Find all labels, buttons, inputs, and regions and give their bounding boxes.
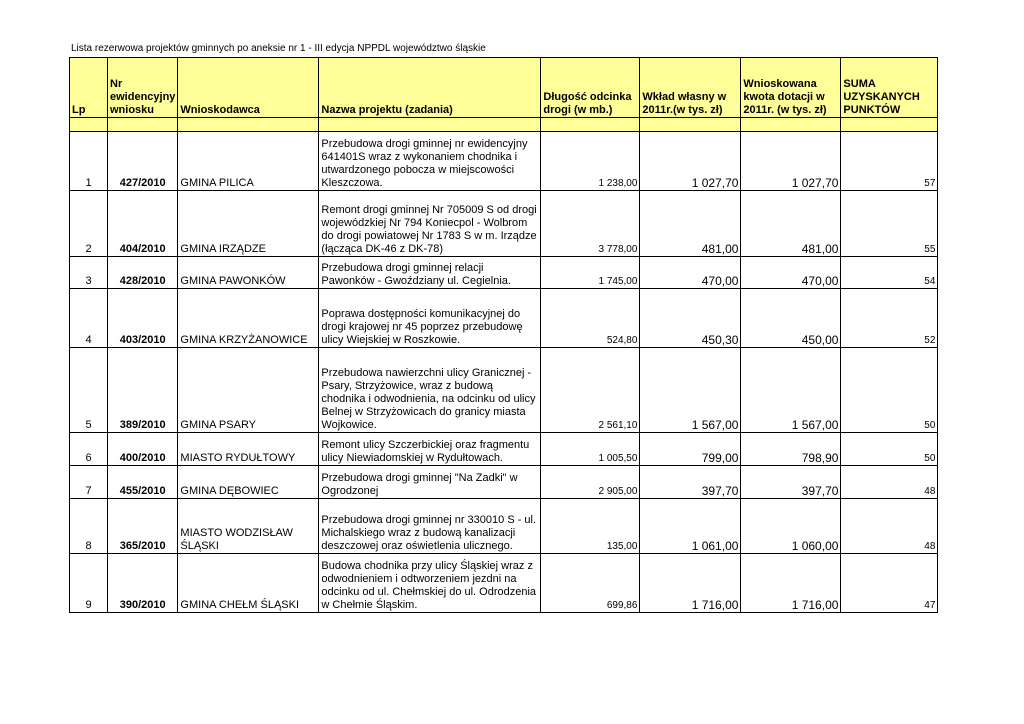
- row-length: 1 005,50: [541, 433, 640, 466]
- row-requested: 798,90: [741, 433, 841, 466]
- row-lp: 6: [70, 433, 108, 466]
- row-lp: 5: [70, 348, 108, 433]
- document-title: Lista rezerwowa projektów gminnych po aneksie nr 1 - III edycja NPPDL województwo śląskie: [71, 43, 486, 54]
- row-nr: 403/2010: [108, 289, 178, 348]
- row-length: 3 778,00: [541, 191, 640, 257]
- row-requested: 1 027,70: [741, 132, 841, 191]
- row-applicant: GMINA PILICA: [178, 132, 319, 191]
- spacer-cell: [70, 118, 108, 132]
- row-requested: 1 060,00: [741, 499, 841, 554]
- row-nr: 390/2010: [108, 554, 178, 613]
- row-lp: 2: [70, 191, 108, 257]
- row-nr: 455/2010: [108, 466, 178, 499]
- row-own: 1 027,70: [640, 132, 741, 191]
- row-applicant: GMINA DĘBOWIEC: [178, 466, 319, 499]
- row-applicant: MIASTO WODZISŁAW ŚLĄSKI: [178, 499, 319, 554]
- row-nr: 400/2010: [108, 433, 178, 466]
- row-length: 2 561,10: [541, 348, 640, 433]
- row-project: Przebudowa drogi gminnej nr ewidencyjny 641401S wraz z wykonaniem chodnika i utwardzonego pobocza w miejscowości Kleszczowa.: [319, 132, 541, 191]
- table-row: [70, 433, 938, 466]
- row-own: 397,70: [640, 466, 741, 499]
- row-project: Remont drogi gminnej Nr 705009 S od drogi wojewódzkiej Nr 794 Koniecpol - Wolbrom do drogi powiatowej Nr 1783 S w m. Irządze (łącząca DK-46 z DK-78): [319, 191, 541, 257]
- row-own: 1 567,00: [640, 348, 741, 433]
- header-spacer-row: [70, 118, 938, 132]
- row-own: 1 716,00: [640, 554, 741, 613]
- row-project: Poprawa dostępności komunikacyjnej do drogi krajowej nr 45 poprzez przebudowę ulicy Wiejskiej w Roszkowie.: [319, 289, 541, 348]
- spacer-cell: [319, 118, 541, 132]
- row-own: 1 061,00: [640, 499, 741, 554]
- row-points: 55: [841, 191, 938, 257]
- table-row: [70, 257, 938, 289]
- row-length: 1 238,00: [541, 132, 640, 191]
- row-points: 50: [841, 433, 938, 466]
- row-project: Przebudowa drogi gminnej nr 330010 S - ul. Michalskiego wraz z budową kanalizacji deszczowej oraz oświetlenia ulicznego.: [319, 499, 541, 554]
- row-applicant: GMINA CHEŁM ŚLĄSKI: [178, 554, 319, 613]
- row-project: Przebudowa nawierzchni ulicy Granicznej - Psary, Strzyżowice, wraz z budową chodnika i odwodnienia, na odcinku od ulicy Belnej w Strzyżowicach do granicy miasta Wojkowice.: [319, 348, 541, 433]
- header-lp: Lp: [70, 58, 108, 118]
- spacer-cell: [841, 118, 938, 132]
- row-requested: 1 716,00: [741, 554, 841, 613]
- row-points: 57: [841, 132, 938, 191]
- table-row: [70, 466, 938, 499]
- row-points: 54: [841, 257, 938, 289]
- header-points: SUMA UZYSKANYCH PUNKTÓW: [841, 58, 938, 118]
- table-row: [70, 499, 938, 554]
- header-project: Nazwa projektu (zadania): [319, 58, 541, 118]
- row-own: 799,00: [640, 433, 741, 466]
- spacer-cell: [178, 118, 319, 132]
- row-project: Budowa chodnika przy ulicy Śląskiej wraz z odwodnieniem i odtworzeniem jezdni na odcinku od ul. Chełmskiej do ul. Odrodzenia w Chełmie Śląskim.: [319, 554, 541, 613]
- row-own: 450,30: [640, 289, 741, 348]
- row-lp: 8: [70, 499, 108, 554]
- row-nr: 427/2010: [108, 132, 178, 191]
- row-applicant: MIASTO RYDUŁTOWY: [178, 433, 319, 466]
- table-row: [70, 554, 938, 613]
- row-own: 470,00: [640, 257, 741, 289]
- header-requested: Wnioskowana kwota dotacji w 2011r. (w tys. zł): [741, 58, 841, 118]
- spacer-cell: [741, 118, 841, 132]
- row-own: 481,00: [640, 191, 741, 257]
- row-points: 52: [841, 289, 938, 348]
- row-applicant: GMINA KRZYŻANOWICE: [178, 289, 319, 348]
- table-row: [70, 132, 938, 191]
- row-project: Remont ulicy Szczerbickiej oraz fragmentu ulicy Niewiadomskiej w Rydułtowach.: [319, 433, 541, 466]
- spacer-cell: [541, 118, 640, 132]
- row-length: 1 745,00: [541, 257, 640, 289]
- header-own: Wkład własny w 2011r.(w tys. zł): [640, 58, 741, 118]
- row-length: 524,80: [541, 289, 640, 348]
- row-points: 47: [841, 554, 938, 613]
- spacer-cell: [640, 118, 741, 132]
- row-points: 48: [841, 466, 938, 499]
- row-project: Przebudowa drogi gminnej "Na Zadki" w Ogrodzonej: [319, 466, 541, 499]
- row-nr: 365/2010: [108, 499, 178, 554]
- row-lp: 1: [70, 132, 108, 191]
- row-lp: 7: [70, 466, 108, 499]
- reserve-list-table: [69, 57, 938, 613]
- row-applicant: GMINA PSARY: [178, 348, 319, 433]
- row-applicant: GMINA IRZĄDZE: [178, 191, 319, 257]
- row-length: 699,86: [541, 554, 640, 613]
- row-nr: 389/2010: [108, 348, 178, 433]
- header-row: [70, 58, 938, 118]
- row-lp: 9: [70, 554, 108, 613]
- row-applicant: GMINA PAWONKÓW: [178, 257, 319, 289]
- row-points: 50: [841, 348, 938, 433]
- row-points: 48: [841, 499, 938, 554]
- table-row: [70, 289, 938, 348]
- row-nr: 428/2010: [108, 257, 178, 289]
- table-row: [70, 348, 938, 433]
- row-requested: 1 567,00: [741, 348, 841, 433]
- header-nr: Nr ewidencyjny wniosku: [108, 58, 178, 118]
- row-lp: 4: [70, 289, 108, 348]
- row-length: 2 905,00: [541, 466, 640, 499]
- row-requested: 470,00: [741, 257, 841, 289]
- row-requested: 397,70: [741, 466, 841, 499]
- spacer-cell: [108, 118, 178, 132]
- row-lp: 3: [70, 257, 108, 289]
- table-row: [70, 191, 938, 257]
- header-length: Długość odcinka drogi (w mb.): [541, 58, 640, 118]
- header-applicant: Wnioskodawca: [178, 58, 319, 118]
- row-requested: 450,00: [741, 289, 841, 348]
- row-requested: 481,00: [741, 191, 841, 257]
- row-nr: 404/2010: [108, 191, 178, 257]
- row-project: Przebudowa drogi gminnej relacji Pawonków - Gwoździany ul. Cegielnia.: [319, 257, 541, 289]
- row-length: 135,00: [541, 499, 640, 554]
